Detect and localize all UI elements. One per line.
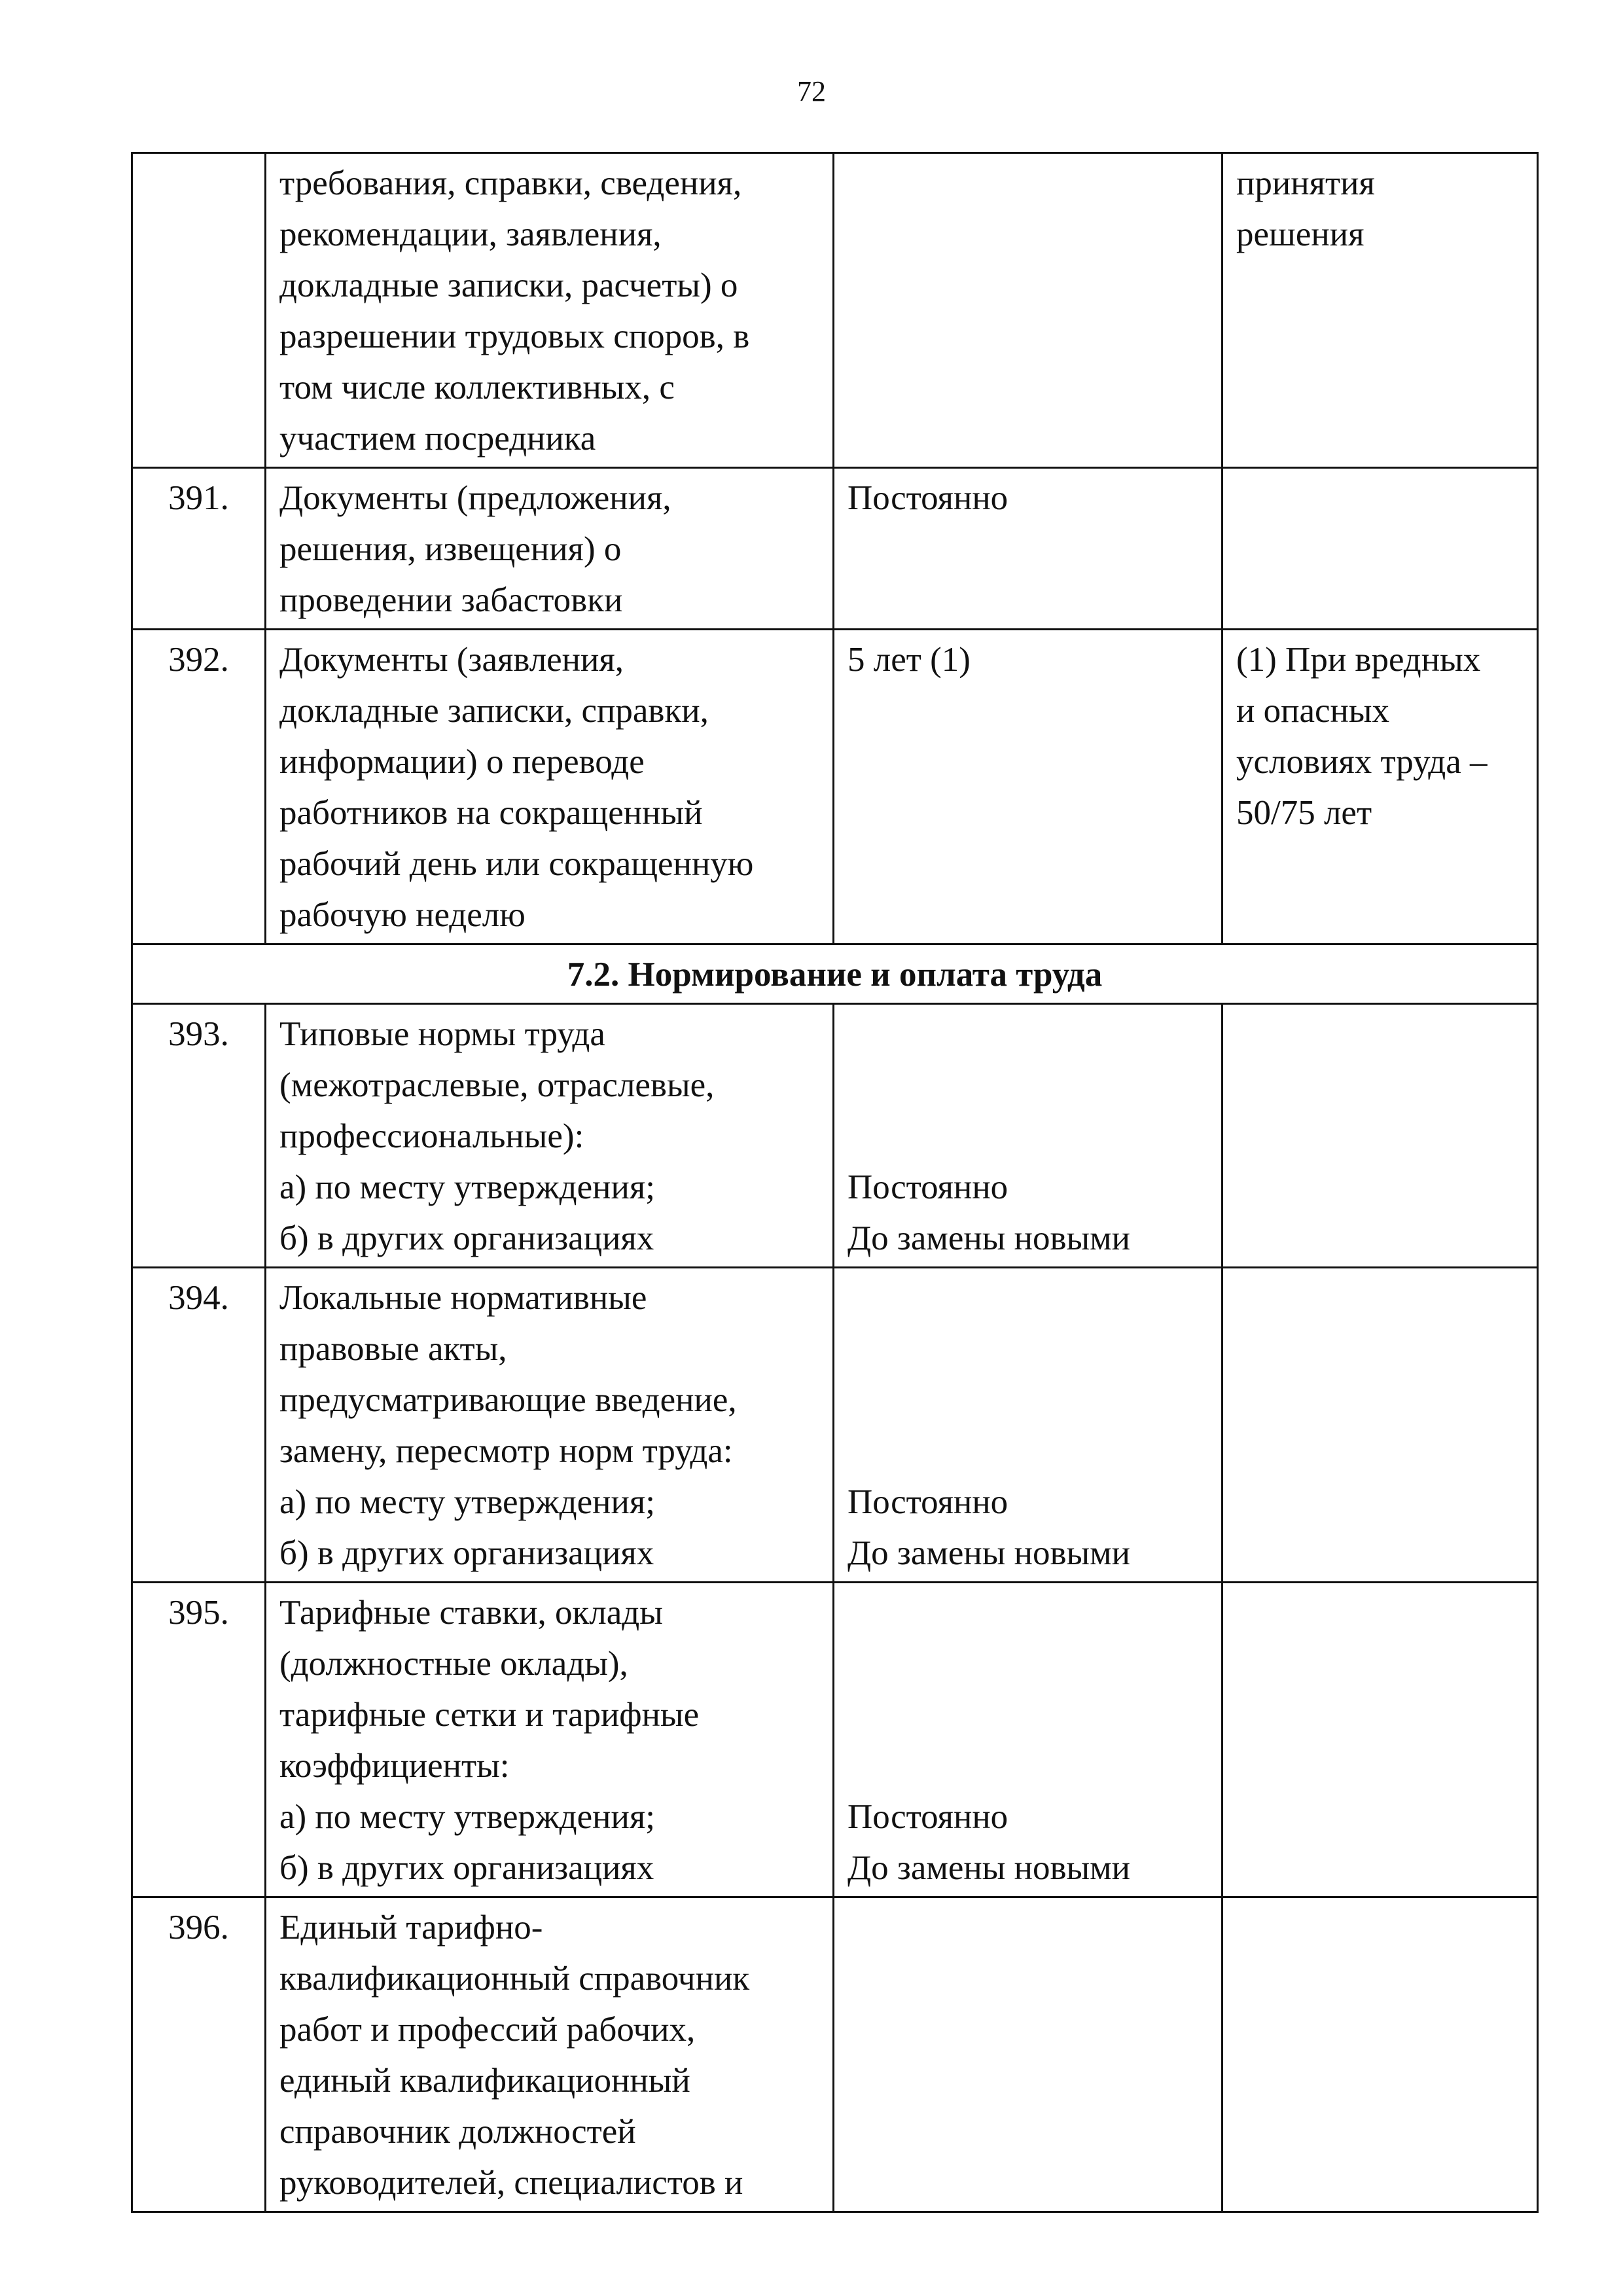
article-number-cell: 395. bbox=[132, 1583, 266, 1897]
cell-line: (должностные оклады), bbox=[279, 1645, 628, 1683]
cell-line: докладные записки, расчеты) о bbox=[279, 266, 738, 304]
cell-line: тарифные сетки и тарифные bbox=[279, 1696, 700, 1734]
line-spacer bbox=[847, 1689, 1208, 1740]
notes-cell bbox=[1222, 153, 1538, 468]
table-row bbox=[132, 1897, 1538, 2212]
line-spacer bbox=[847, 1323, 1208, 1374]
document-type-cell bbox=[266, 153, 834, 468]
document-type-cell bbox=[266, 1268, 834, 1583]
article-number-cell bbox=[132, 153, 266, 468]
cell-line: участием посредника bbox=[279, 420, 596, 457]
table-row bbox=[132, 153, 1538, 468]
cell-line: условиях труда – bbox=[1236, 743, 1488, 781]
table-row bbox=[132, 1583, 1538, 1897]
line-spacer bbox=[847, 1111, 1208, 1162]
cell-line: решения, извещения) о bbox=[279, 530, 622, 568]
cell-line: До замены новыми bbox=[847, 1849, 1131, 1887]
article-number-cell: 393. bbox=[132, 1004, 266, 1268]
cell-line: б) в других организациях bbox=[279, 1534, 654, 1572]
cell-line: рабочий день или сокращенную bbox=[279, 845, 754, 883]
cell-line: том числе коллективных, с bbox=[279, 368, 675, 406]
cell-line: а) по месту утверждения; bbox=[279, 1168, 655, 1206]
article-number-cell: 394. bbox=[132, 1268, 266, 1583]
notes-cell bbox=[1222, 1583, 1538, 1897]
table-row bbox=[132, 630, 1538, 944]
retention-term-cell bbox=[834, 1583, 1222, 1897]
line-spacer bbox=[847, 1009, 1208, 1060]
cell-line: Единый тарифно- bbox=[279, 1909, 543, 1946]
cell-line: Локальные нормативные bbox=[279, 1279, 647, 1317]
retention-term-cell bbox=[834, 630, 1222, 944]
cell-line: Постоянно bbox=[847, 479, 1008, 517]
document-type-cell bbox=[266, 468, 834, 630]
line-spacer bbox=[847, 1060, 1208, 1111]
cell-line: квалификационный справочник bbox=[279, 1960, 750, 1998]
cell-line: предусматривающие введение, bbox=[279, 1381, 737, 1419]
cell-line: Постоянно bbox=[847, 1798, 1008, 1836]
section-header-row bbox=[132, 944, 1538, 1004]
notes-cell bbox=[1222, 468, 1538, 630]
line-spacer bbox=[847, 1638, 1208, 1689]
cell-line: разрешении трудовых споров, в bbox=[279, 317, 750, 355]
cell-line: 5 лет (1) bbox=[847, 641, 971, 679]
cell-line: Документы (предложения, bbox=[279, 479, 671, 517]
cell-line: рабочую неделю bbox=[279, 896, 526, 934]
document-type-cell bbox=[266, 1004, 834, 1268]
cell-line: б) в других организациях bbox=[279, 1219, 654, 1257]
cell-line: Документы (заявления, bbox=[279, 641, 624, 679]
cell-line: До замены новыми bbox=[847, 1534, 1131, 1572]
cell-line: информации) о переводе bbox=[279, 743, 645, 781]
cell-line: справочник должностей bbox=[279, 2113, 636, 2151]
cell-line: принятия bbox=[1236, 164, 1375, 202]
article-number-cell: 392. bbox=[132, 630, 266, 944]
cell-line: руководителей, специалистов и bbox=[279, 2164, 743, 2202]
cell-line: и опасных bbox=[1236, 692, 1389, 730]
document-type-cell bbox=[266, 1583, 834, 1897]
document-type-cell bbox=[266, 630, 834, 944]
cell-line: замену, пересмотр норм труда: bbox=[279, 1432, 733, 1470]
line-spacer bbox=[847, 1374, 1208, 1426]
cell-line: проведении забастовки bbox=[279, 581, 623, 619]
cell-line: профессиональные): bbox=[279, 1117, 584, 1155]
cell-line: Постоянно bbox=[847, 1168, 1008, 1206]
cell-line: Типовые нормы труда bbox=[279, 1015, 605, 1053]
cell-line: (1) При вредных bbox=[1236, 641, 1481, 679]
cell-line: решения bbox=[1236, 215, 1364, 253]
cell-line: требования, справки, сведения, bbox=[279, 164, 742, 202]
retention-term-cell bbox=[834, 468, 1222, 630]
cell-line: Тарифные ставки, оклады bbox=[279, 1594, 663, 1632]
line-spacer bbox=[847, 1272, 1208, 1323]
cell-line: правовые акты, bbox=[279, 1330, 507, 1368]
notes-cell bbox=[1222, 1268, 1538, 1583]
cell-line: а) по месту утверждения; bbox=[279, 1483, 655, 1521]
line-spacer bbox=[847, 1587, 1208, 1638]
cell-line: докладные записки, справки, bbox=[279, 692, 709, 730]
cell-line: рекомендации, заявления, bbox=[279, 215, 662, 253]
retention-term-cell bbox=[834, 1268, 1222, 1583]
cell-line: 50/75 лет bbox=[1236, 794, 1372, 832]
line-spacer bbox=[847, 1740, 1208, 1791]
notes-cell bbox=[1222, 1004, 1538, 1268]
cell-line: работников на сокращенный bbox=[279, 794, 703, 832]
cell-line: (межотраслевые, отраслевые, bbox=[279, 1066, 715, 1104]
article-number-cell: 396. bbox=[132, 1897, 266, 2212]
cell-line: Постоянно bbox=[847, 1483, 1008, 1521]
retention-term-cell bbox=[834, 1004, 1222, 1268]
cell-line: коэффициенты: bbox=[279, 1747, 510, 1785]
retention-term-cell bbox=[834, 1897, 1222, 2212]
table-row bbox=[132, 1268, 1538, 1583]
records-table bbox=[131, 152, 1539, 2213]
document-type-cell bbox=[266, 1897, 834, 2212]
section-title: 7.2. Нормирование и оплата труда bbox=[132, 944, 1538, 1004]
article-number-cell: 391. bbox=[132, 468, 266, 630]
page-number: 72 bbox=[797, 75, 826, 107]
notes-cell bbox=[1222, 630, 1538, 944]
table-row bbox=[132, 1004, 1538, 1268]
cell-line: б) в других организациях bbox=[279, 1849, 654, 1887]
cell-line: До замены новыми bbox=[847, 1219, 1131, 1257]
table-row bbox=[132, 468, 1538, 630]
retention-term-cell bbox=[834, 153, 1222, 468]
line-spacer bbox=[847, 1426, 1208, 1477]
notes-cell bbox=[1222, 1897, 1538, 2212]
cell-line: единый квалификационный bbox=[279, 2062, 690, 2100]
cell-line: а) по месту утверждения; bbox=[279, 1798, 655, 1836]
cell-line: работ и профессий рабочих, bbox=[279, 2011, 696, 2049]
